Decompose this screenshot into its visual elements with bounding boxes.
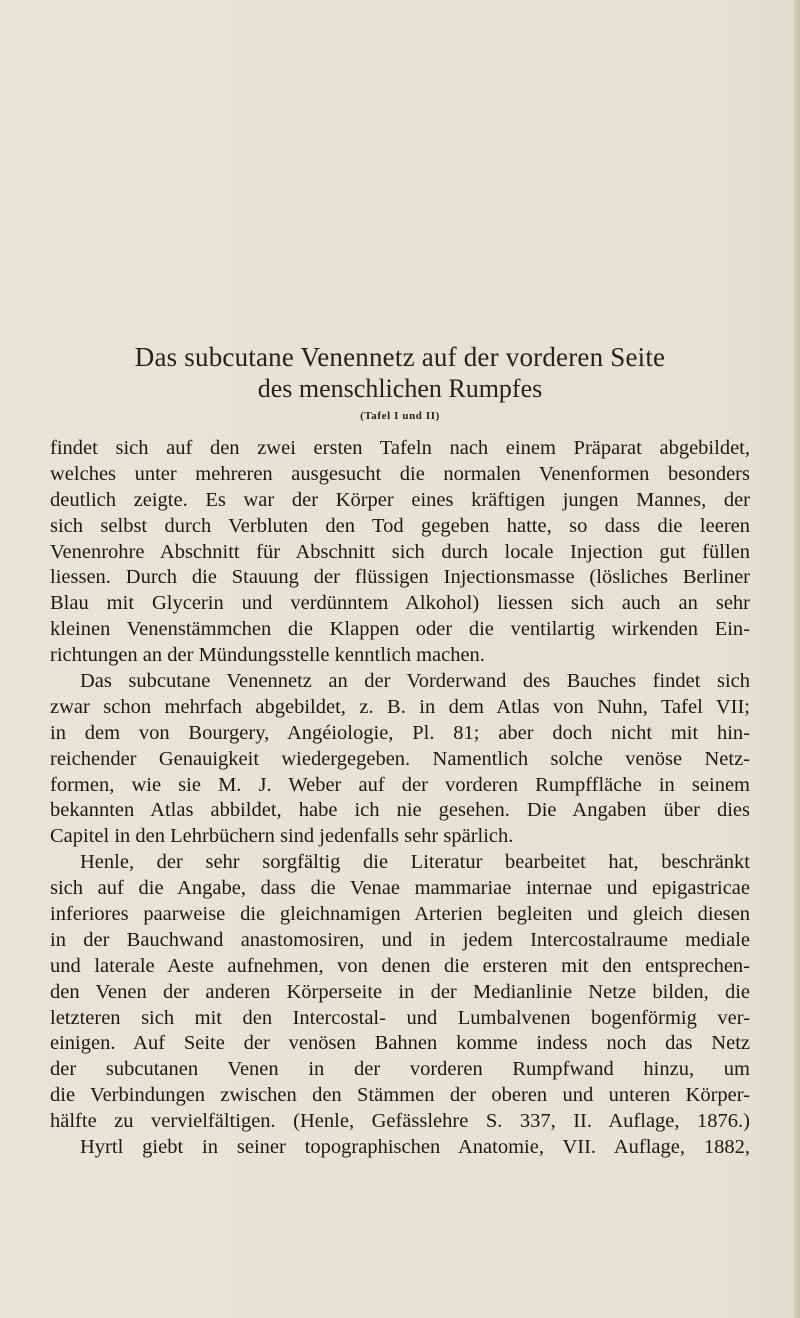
text-line: Capitel in den Lehrbüchern sind jedenfalls sehr spärlich. [50, 825, 514, 848]
text-line: Das subcutane Venennetz an der Vorderwand des Bauches findet sich [80, 670, 750, 693]
text-line: letzteren sich mit den Intercostal- und Lumbalvenen bogenförmig ver- [50, 1006, 750, 1029]
text-line: Venenrohre Abschnitt für Abschnitt sich durch locale Injection gut füllen [50, 540, 750, 563]
text-line: kleinen Venenstämmchen die Klappen oder die ventilartig wirkenden Ein- [50, 618, 750, 641]
chapter-title-line-1: Das subcutane Venennetz auf der vorderen Seite [134, 342, 666, 372]
text-line: richtungen an der Mündungsstelle kenntlich machen. [50, 644, 485, 667]
text-line: zwar schon mehrfach abgebildet, z. B. in dem Atlas von Nuhn, Tafel VII; [50, 695, 750, 718]
text-line: inferiores paarweise die gleichnamigen Arterien begleiten und gleich diesen [50, 903, 750, 926]
chapter-title-line-2: des menschlichen Rumpfes [257, 374, 543, 403]
page-edge [794, 0, 800, 1318]
text-line: in dem von Bourgery, Angéiologie, Pl. 81; aber doch nicht mit hin- [50, 721, 750, 744]
text-line: sich auf die Angabe, dass die Venae mammariae internae und epigastricae [50, 877, 750, 900]
text-line: sich selbst durch Verbluten den Tod gegeben hatte, so dass die leeren [50, 514, 750, 537]
text-line: der subcutanen Venen in der vorderen Rumpfwand hinzu, um [50, 1058, 750, 1081]
text-line: Henle, der sehr sorgfältig die Literatur bearbeitet hat, beschränkt [80, 851, 750, 874]
text-line: reichender Genauigkeit wiedergegeben. Namentlich solche venöse Netz- [50, 747, 750, 770]
body-text [50, 436, 750, 1161]
text-line: welches unter mehreren ausgesucht die normalen Venenformen besonders [50, 462, 750, 485]
text-line: bekannten Atlas abbildet, habe ich nie gesehen. Die Angaben über dies [50, 799, 750, 822]
text-line: die Verbindungen zwischen den Stämmen der oberen und unteren Körper- [50, 1084, 750, 1107]
text-line: liessen. Durch die Stauung der flüssigen Injectionsmasse (lösliches Berliner [50, 566, 750, 589]
text-line: hälfte zu vervielfältigen. (Henle, Gefässlehre S. 337, II. Auflage, 1876.) [50, 1110, 750, 1133]
text-line: findet sich auf den zwei ersten Tafeln nach einem Präparat abgebildet, [50, 437, 750, 459]
text-line: formen, wie sie M. J. Weber auf der vorderen Rumpffläche in seinem [50, 773, 750, 796]
text-line: den Venen der anderen Körperseite in der Medianlinie Netze bilden, die [50, 980, 750, 1003]
text-line: und laterale Aeste aufnehmen, von denen die ersteren mit den entsprechen- [50, 954, 750, 977]
text-line: deutlich zeigte. Es war der Körper eines kräftigen jungen Mannes, der [50, 488, 750, 511]
text-line: einigen. Auf Seite der venösen Bahnen komme indess noch das Netz [50, 1032, 750, 1055]
text-line: Blau mit Glycerin und verdünntem Alkohol) liessen sich auch an sehr [50, 592, 750, 615]
chapter-subtitle: (Tafel I und II) [360, 410, 440, 422]
text-line: in der Bauchwand anastomosiren, und in jedem Intercostalraume mediale [50, 928, 750, 951]
text-line: Hyrtl giebt in seiner topographischen Anatomie, VII. Auflage, 1882, [80, 1136, 750, 1159]
